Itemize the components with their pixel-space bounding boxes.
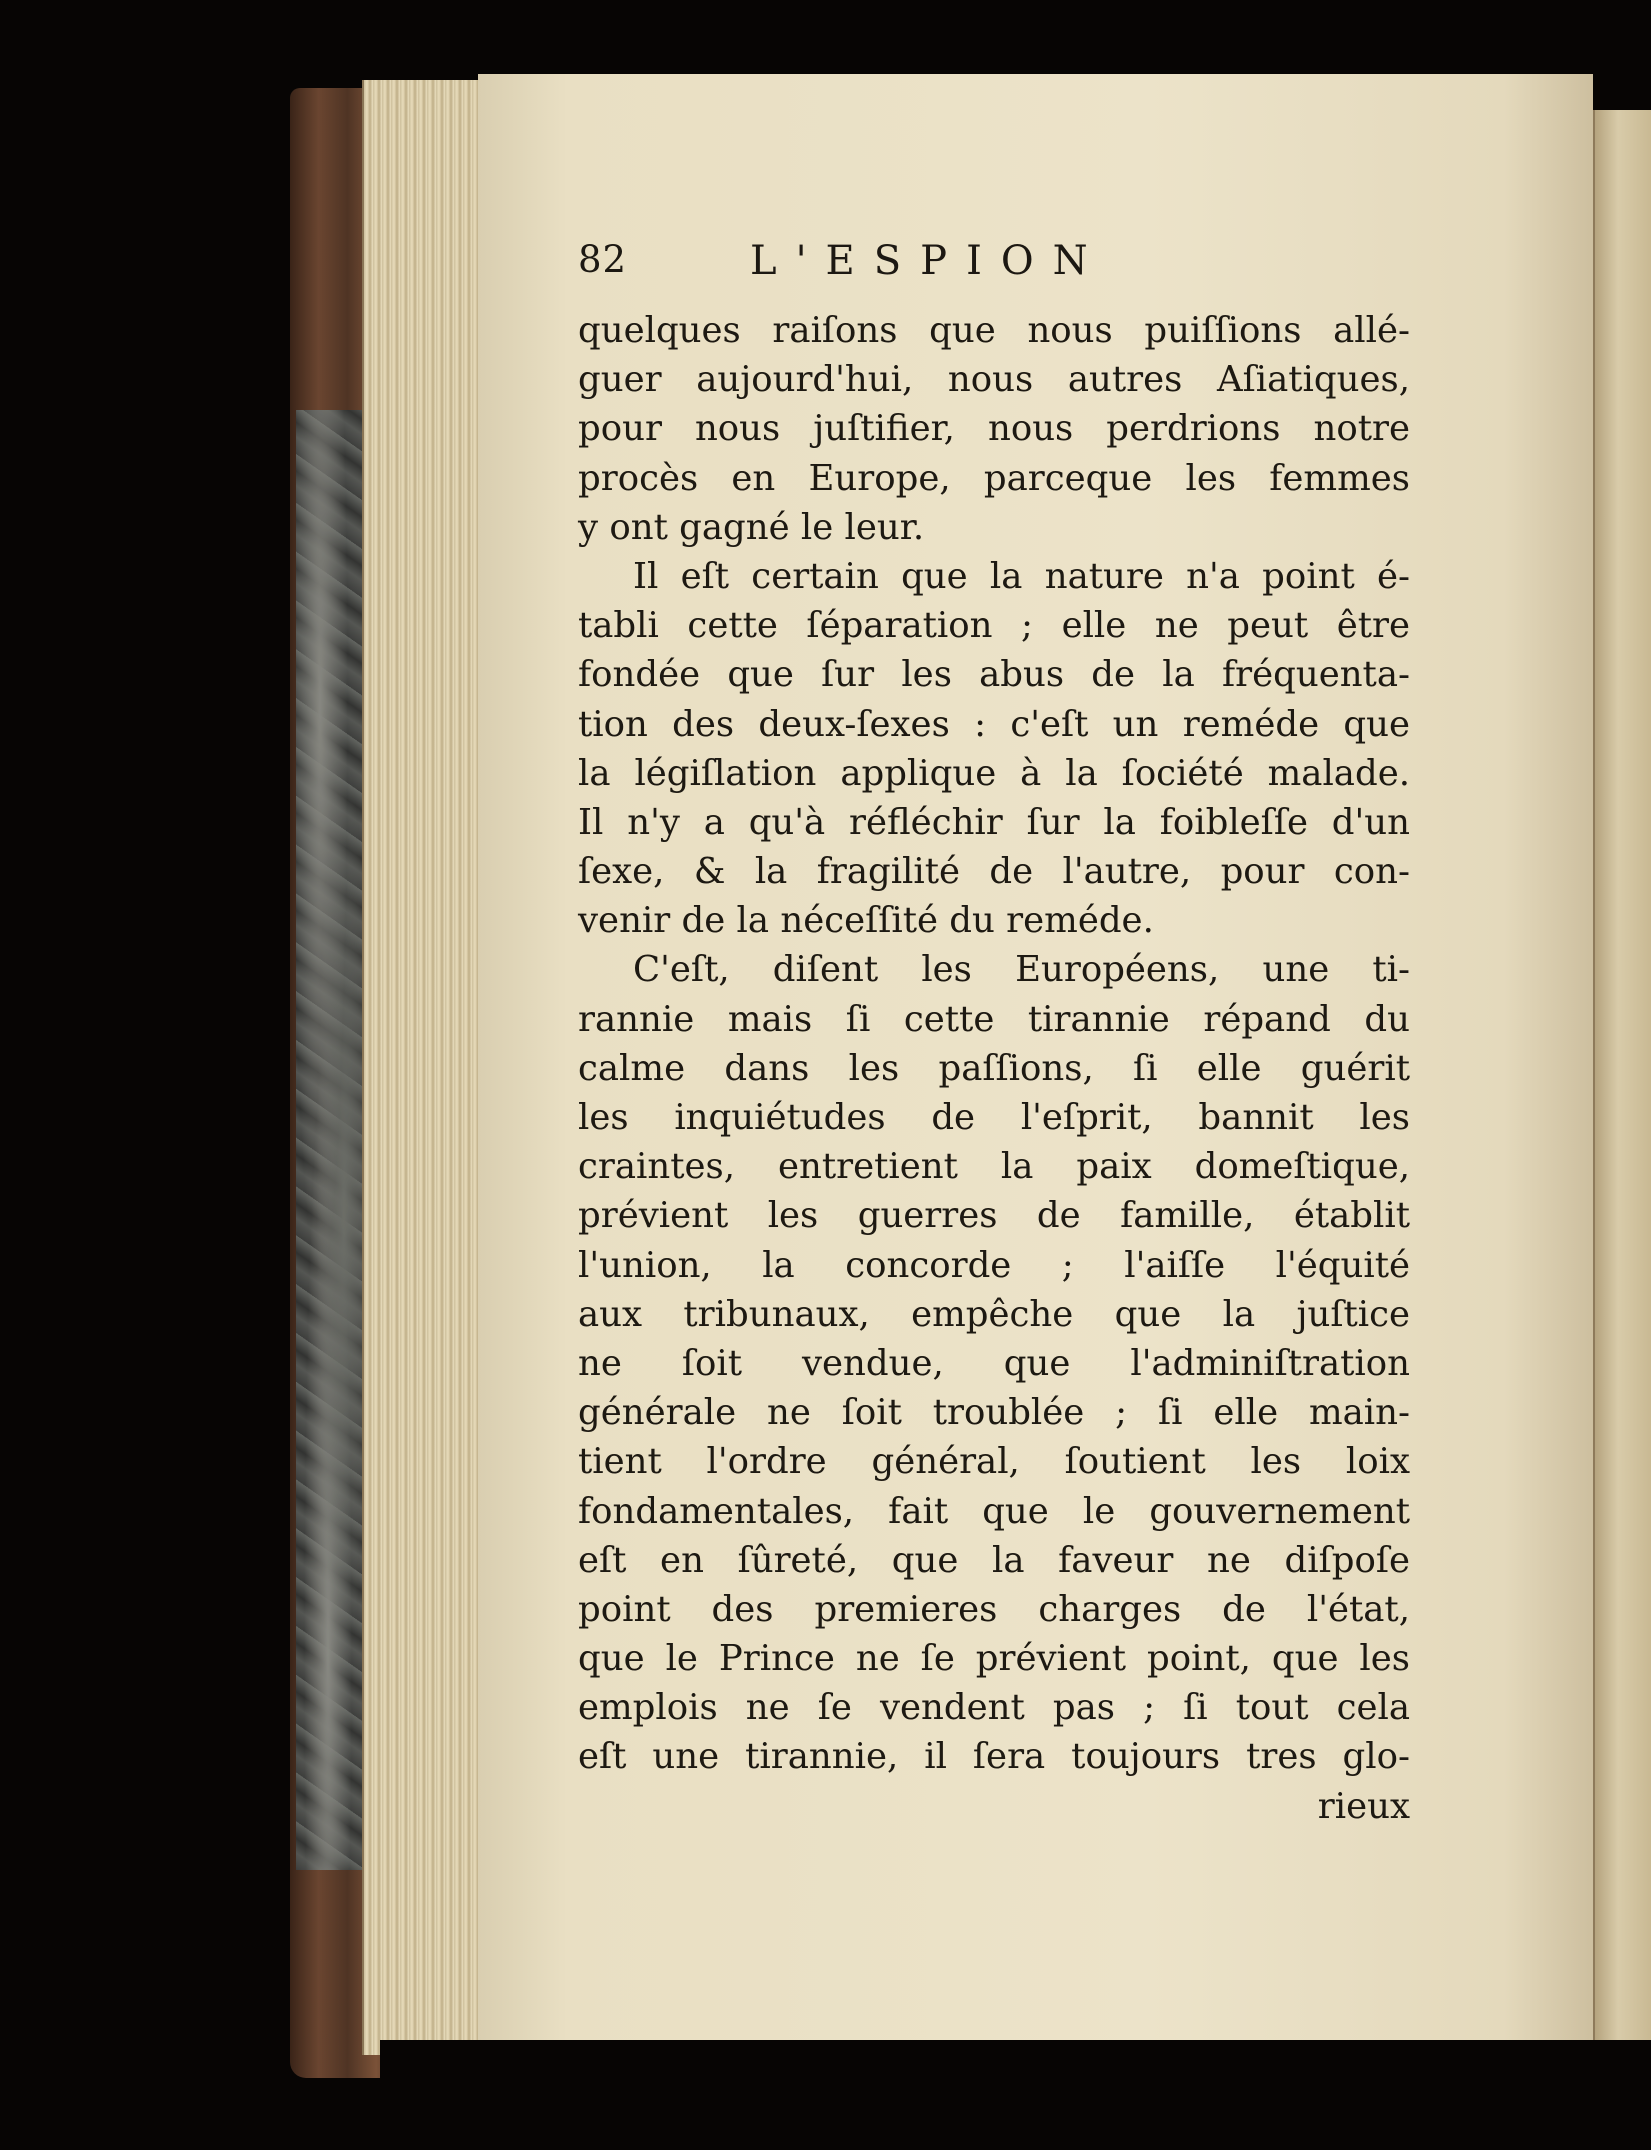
text-line: pour nous juſtifier, nous perdrions notre [578, 408, 1410, 450]
text-line: les inquiétudes de l'eſprit, bannit les [578, 1097, 1410, 1138]
text-line: tabli cette ſéparation ; elle ne peut être [578, 605, 1410, 647]
catchword: rieux [1317, 1785, 1410, 1827]
text-line: Il n'y a qu'à réfléchir ſur la foibleſſe d'un [578, 801, 1410, 843]
text-line: rannie mais ſi cette tirannie répand du [578, 998, 1410, 1040]
page-number: 82 [578, 238, 628, 281]
text-line: prévient les guerres de famille, établit [578, 1195, 1410, 1237]
text-line: procès en Europe, parceque les femmes [578, 457, 1410, 499]
text-line: C'eſt, diſent les Européens, une ti- [633, 949, 1410, 991]
text-line: guer aujourd'hui, nous autres Aſiatiques, [578, 359, 1410, 401]
text-line: eſt une tirannie, il ſera toujours tres glo- [578, 1736, 1410, 1778]
running-head [578, 238, 1408, 298]
text-line: emplois ne ſe vendent pas ; ſi tout cela [578, 1687, 1410, 1729]
text-line: que le Prince ne ſe prévient point, que les [578, 1638, 1410, 1680]
text-line: craintes, entretient la paix domeſtique, [578, 1146, 1410, 1188]
text-line: générale ne ſoit troublée ; ſi elle main- [578, 1392, 1410, 1434]
body-text [578, 306, 1410, 1831]
text-line: l'union, la concorde ; l'aiſſe l'équité [578, 1244, 1410, 1286]
bottom-shadow [380, 2040, 1651, 2150]
text-line: point des premieres charges de l'état, [578, 1588, 1410, 1630]
text-line: quelques raiſons que nous puiſſions allé- [578, 310, 1410, 351]
text-line: ſexe, & la fragilité de l'autre, pour con- [578, 851, 1410, 893]
text-line: fondée que ſur les abus de la fréquenta- [578, 654, 1410, 696]
running-title: L'ESPION [750, 238, 1107, 284]
page-edges [362, 80, 482, 2055]
text-line: calme dans les paſſions, ſi elle guérit [578, 1047, 1410, 1089]
text-line: y ont gagné le leur. [578, 506, 925, 548]
text-line: fondamentales, fait que le gouvernement [578, 1490, 1410, 1532]
text-line: tient l'ordre général, ſoutient les loix [578, 1441, 1410, 1483]
text-line: eſt en ſûreté, que la faveur ne diſpoſe [578, 1539, 1410, 1581]
text-line: la légiſlation applique à la ſociété malade. [578, 752, 1410, 794]
text-line: aux tribunaux, empêche que la juſtice [578, 1293, 1410, 1335]
text-line: ne ſoit vendue, que l'adminiſtration [578, 1342, 1410, 1384]
text-line: Il eſt certain que la nature n'a point é- [633, 555, 1410, 597]
text-line: venir de la néceſſité du reméde. [578, 900, 1154, 942]
text-line: tion des deux-ſexes : c'eſt un reméde que [578, 703, 1410, 745]
facing-page-edge [1593, 110, 1651, 2045]
